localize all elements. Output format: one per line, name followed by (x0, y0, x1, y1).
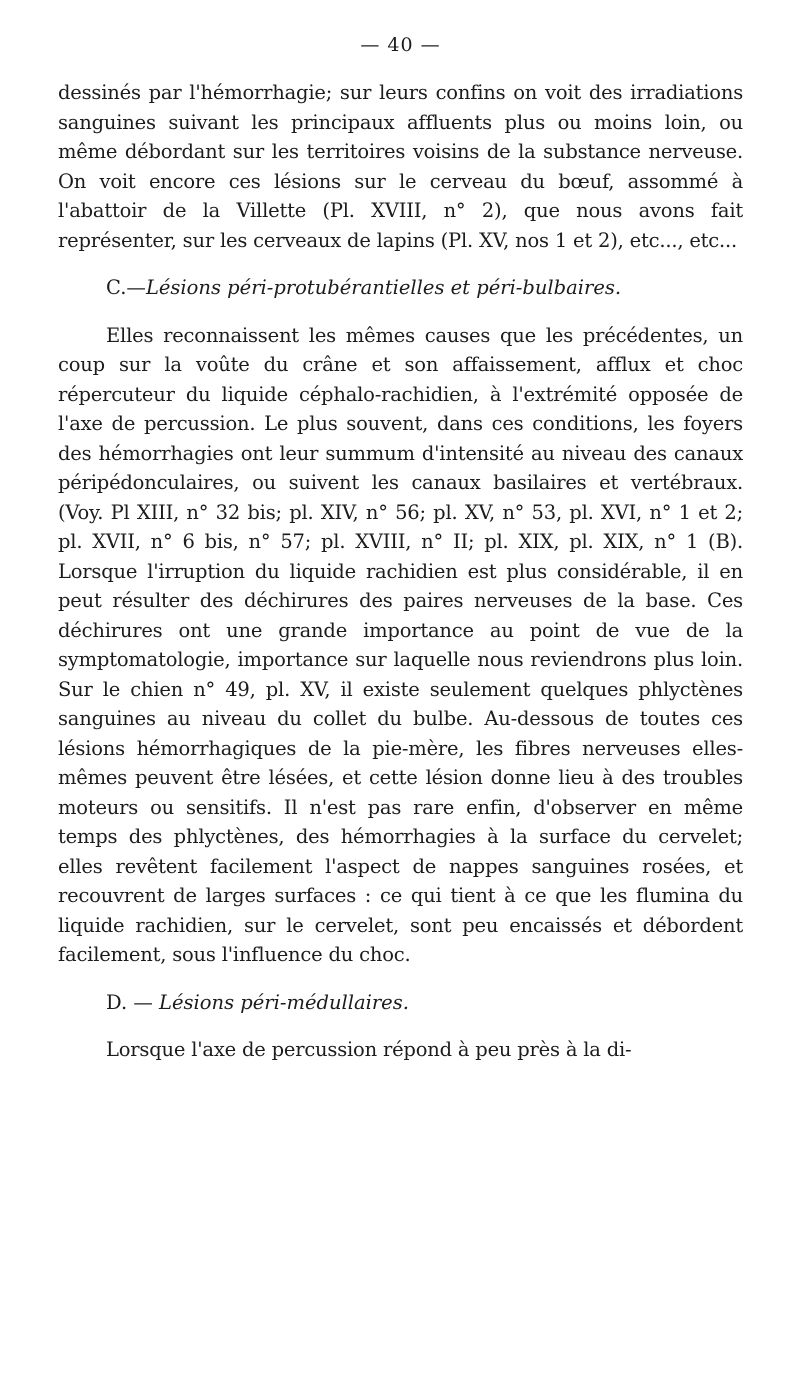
opening-paragraph: dessinés par l'hémorrhagie; sur leurs confins on voit des irradiations sanguines suivant les principaux affluents plus ou moins loin, ou même débordant sur les territoires voisins de la substance nerveuse. On voit encore ces lésions sur le cerveau du bœuf, assommé à l'abattoir de la Villette (Pl. XVIII, n° 2), que nous avons fait représenter, sur les cerveaux de lapins (Pl. XV, nos 1 et 2), etc..., etc... (58, 81, 743, 252)
section-d-heading (58, 988, 743, 1018)
section-c-title: Lésions péri-protubérantielles et péri-bulbaires. (145, 276, 622, 299)
section-c-label: C.— (106, 276, 146, 299)
page-number-header: — 40 — (360, 34, 441, 56)
section-c-heading (58, 273, 743, 303)
section-d-body: Lorsque l'axe de percussion répond à peu près à la di- (106, 1038, 632, 1061)
section-c-body: Elles reconnaissent les mêmes causes que les précédentes, un coup sur la voûte du crâne et son affaissement, afflux et choc répercuteur du liquide céphalo-rachidien, à l'extrémité opposée de l'axe de percussion. Le plus souvent, dans ces conditions, les foyers des hémorrhagies ont leur summum d'intensité au niveau des canaux péripédonculaires, ou suivent les canaux basilaires et vertébraux. (Voy. Pl XIII, n° 32 bis; pl. XIV, n° 56; pl. XV, n° 53, pl. XVI, n° 1 et 2; pl. XVII, n° 6 bis, n° 57; pl. XVIII, n° II; pl. XIX, pl. XIX, n° 1 (B). Lorsque l'irruption du liquide rachidien est plus considérable, il en peut résulter des déchirures des paires nerveuses de la base. Ces déchirures ont une grande importance au point de vue de la symptomatologie, importance sur laquelle nous reviendrons plus loin. Sur le chien n° 49, pl. XV, il existe seulement quelques phlyctènes sanguines au niveau du collet du bulbe. Au-dessous de toutes ces lésions hémorrhagiques de la pie-mère, les fibres nerveuses elles-mêmes peuvent être lésées, et cette lésion donne lieu à des troubles moteurs ou sensitifs. Il n'est pas rare enfin, d'observer en même temps des phlyctènes, des hémorrhagies à la surface du cervelet; elles revêtent facilement l'aspect de nappes sanguines rosées, et recouvrent de larges surfaces : ce qui tient à ce que les flumina du liquide rachidien, sur le cervelet, sont peu encaissés et débordent facilement, sous l'influence du choc. (58, 323, 743, 966)
section-d-title: Lésions péri-médullaires. (159, 990, 409, 1014)
section-d-label: D. — (106, 990, 160, 1014)
